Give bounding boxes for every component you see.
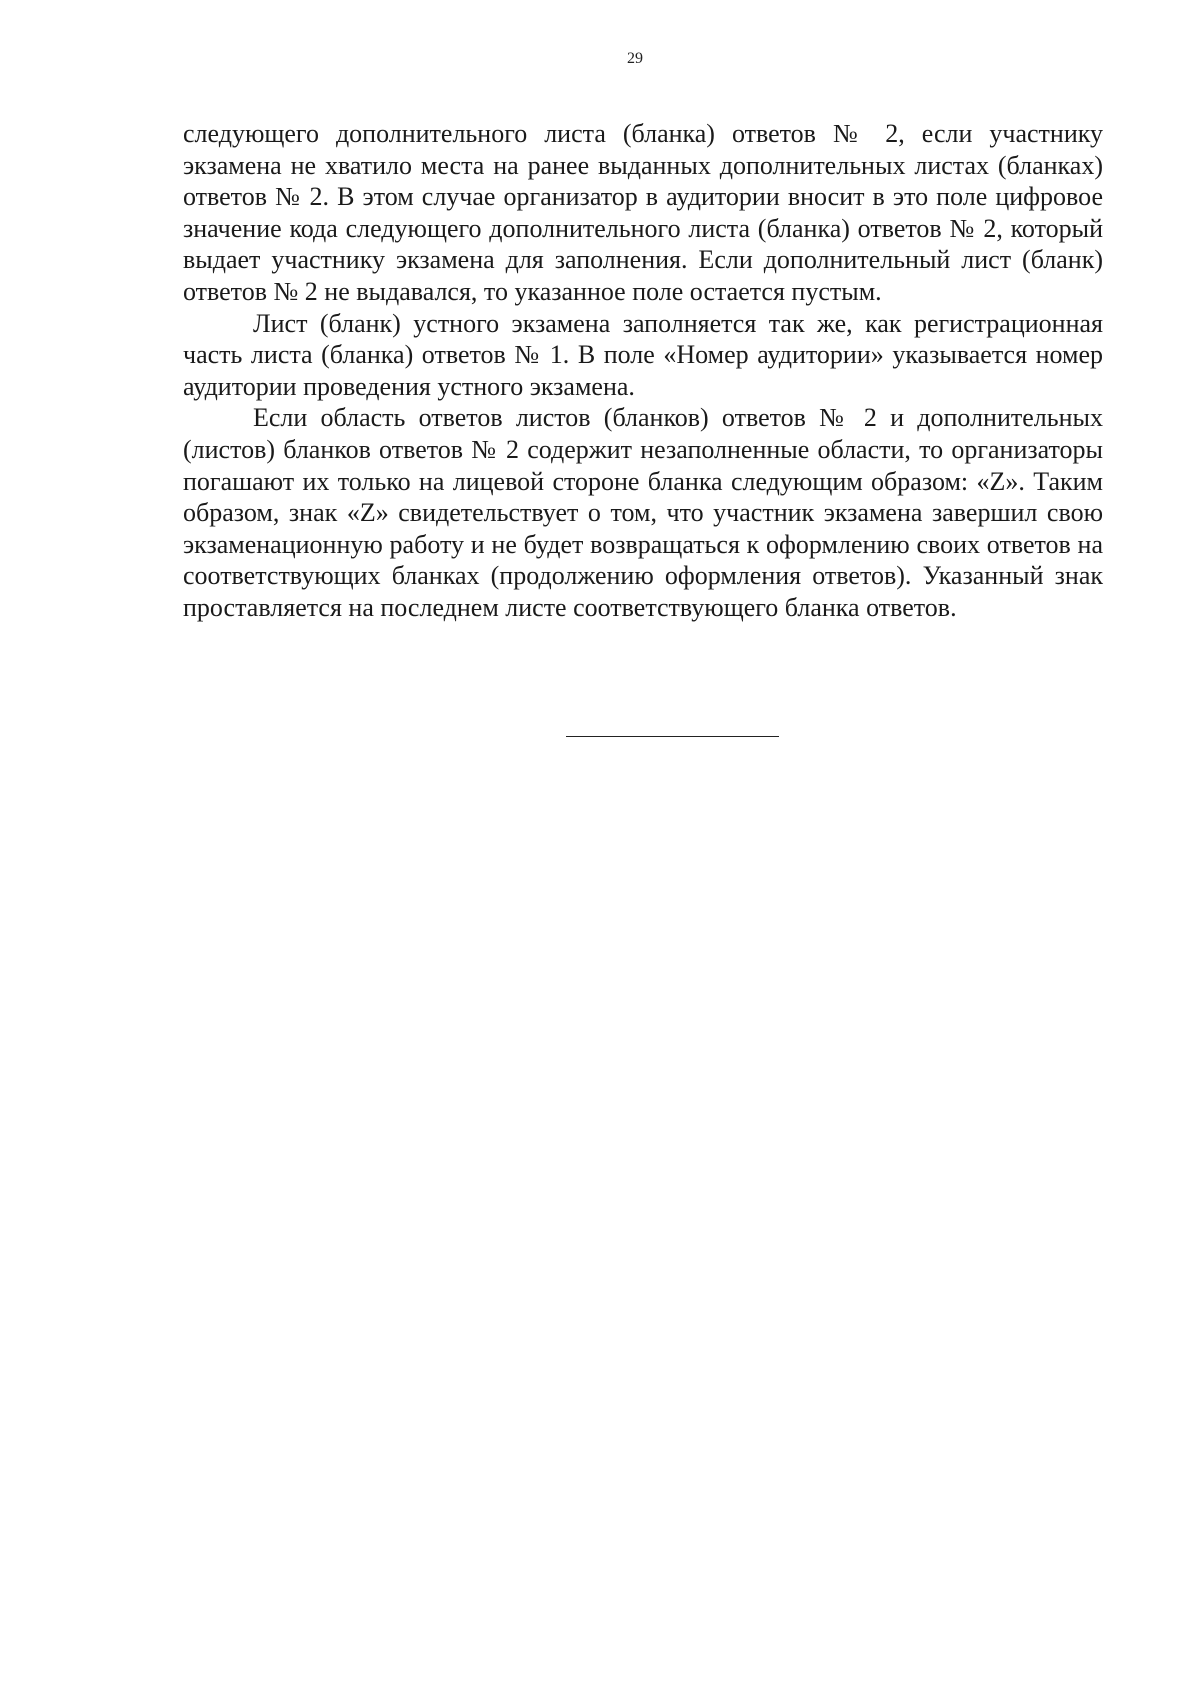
paragraph-continuation: следующего дополнительного листа (бланка) ответов № 2, если участнику экзамена не хватило места на ранее выданных дополнительных листах (бланках) ответов № 2. В этом случае организатор в аудитории вносит в это поле цифровое значение кода следующего дополнительного листа (бланка) ответов № 2, который выдает участнику экзамена для заполнения. Если дополнительный лист (бланк) ответов № 2 не выдавался, то указанное поле остается пустым. (183, 119, 1103, 306)
paragraph-oral-exam-form: Лист (бланк) устного экзамена заполняется так же, как регистрационная часть листа (бланка) ответов № 1. В поле «Номер аудитории» указывается номер аудитории проведения устного экзамена. (183, 308, 1103, 401)
document-body (183, 118, 1103, 624)
paragraph-z-mark: Если область ответов листов (бланков) ответов № 2 и дополнительных (листов) бланков ответов № 2 содержит незаполненные области, то организаторы погашают их только на лицевой стороне бланка следующим образом: «Z». Таким образом, знак «Z» свидетельствует о том, что участник экзамена завершил свою экзаменационную работу и не будет возвращаться к оформлению своих ответов на соответствующих бланках (продолжению оформления ответов). Указанный знак проставляется на последнем листе соответствующего бланка ответов. (183, 403, 1103, 622)
page-number: 29 (627, 50, 643, 67)
end-divider (566, 736, 779, 737)
